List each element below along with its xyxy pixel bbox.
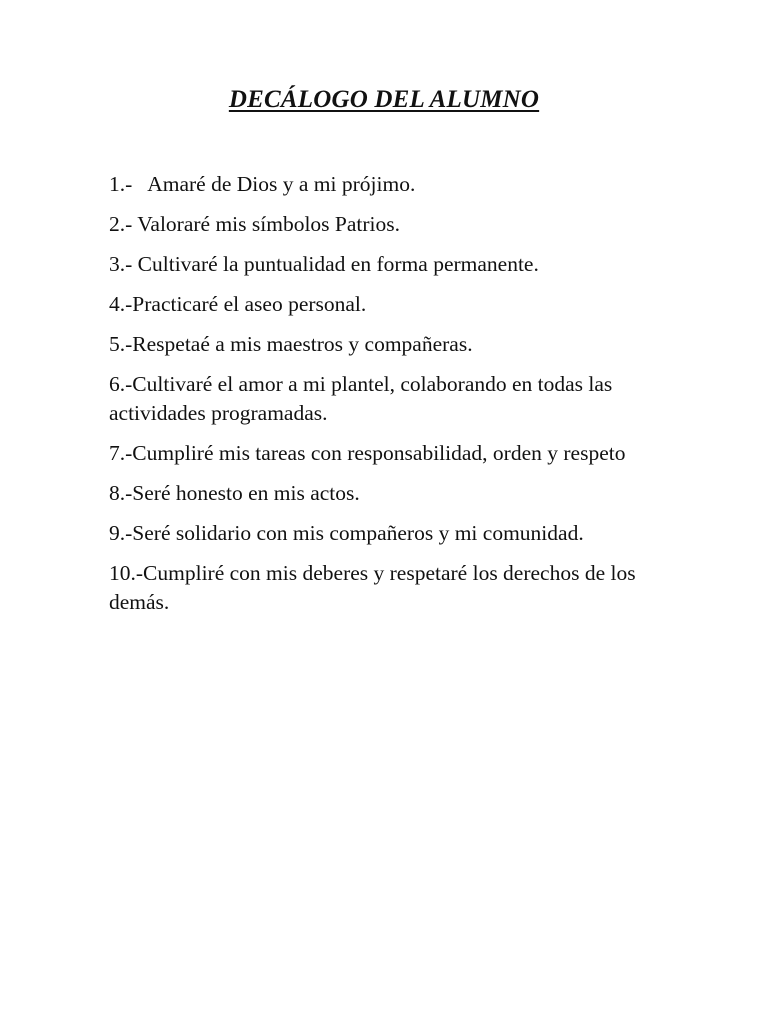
- list-item: 4.-Practicaré el aseo personal.: [109, 292, 367, 316]
- list-item: 7.-Cumpliré mis tareas con responsabilidad, orden y respeto: [109, 441, 626, 465]
- list-item: 2.- Valoraré mis símbolos Patrios.: [109, 212, 401, 236]
- list-item: 8.-Seré honesto en mis actos.: [109, 481, 360, 505]
- list-item: 3.- Cultivaré la puntualidad en forma permanente.: [109, 252, 539, 276]
- decalogue-list: [109, 170, 669, 628]
- list-item: 5.-Respetaé a mis maestros y compañeras.: [109, 332, 473, 356]
- document-title: DECÁLOGO DEL ALUMNO: [228, 86, 540, 113]
- list-item: 10.-Cumpliré con mis deberes y respetaré los derechos de los demás.: [109, 561, 641, 614]
- list-item: 6.-Cultivaré el amor a mi plantel, colaborando en todas las actividades programadas.: [109, 372, 618, 425]
- list-item: 9.-Seré solidario con mis compañeros y mi comunidad.: [109, 521, 584, 545]
- list-item: 1.- Amaré de Dios y a mi prójimo.: [109, 172, 416, 196]
